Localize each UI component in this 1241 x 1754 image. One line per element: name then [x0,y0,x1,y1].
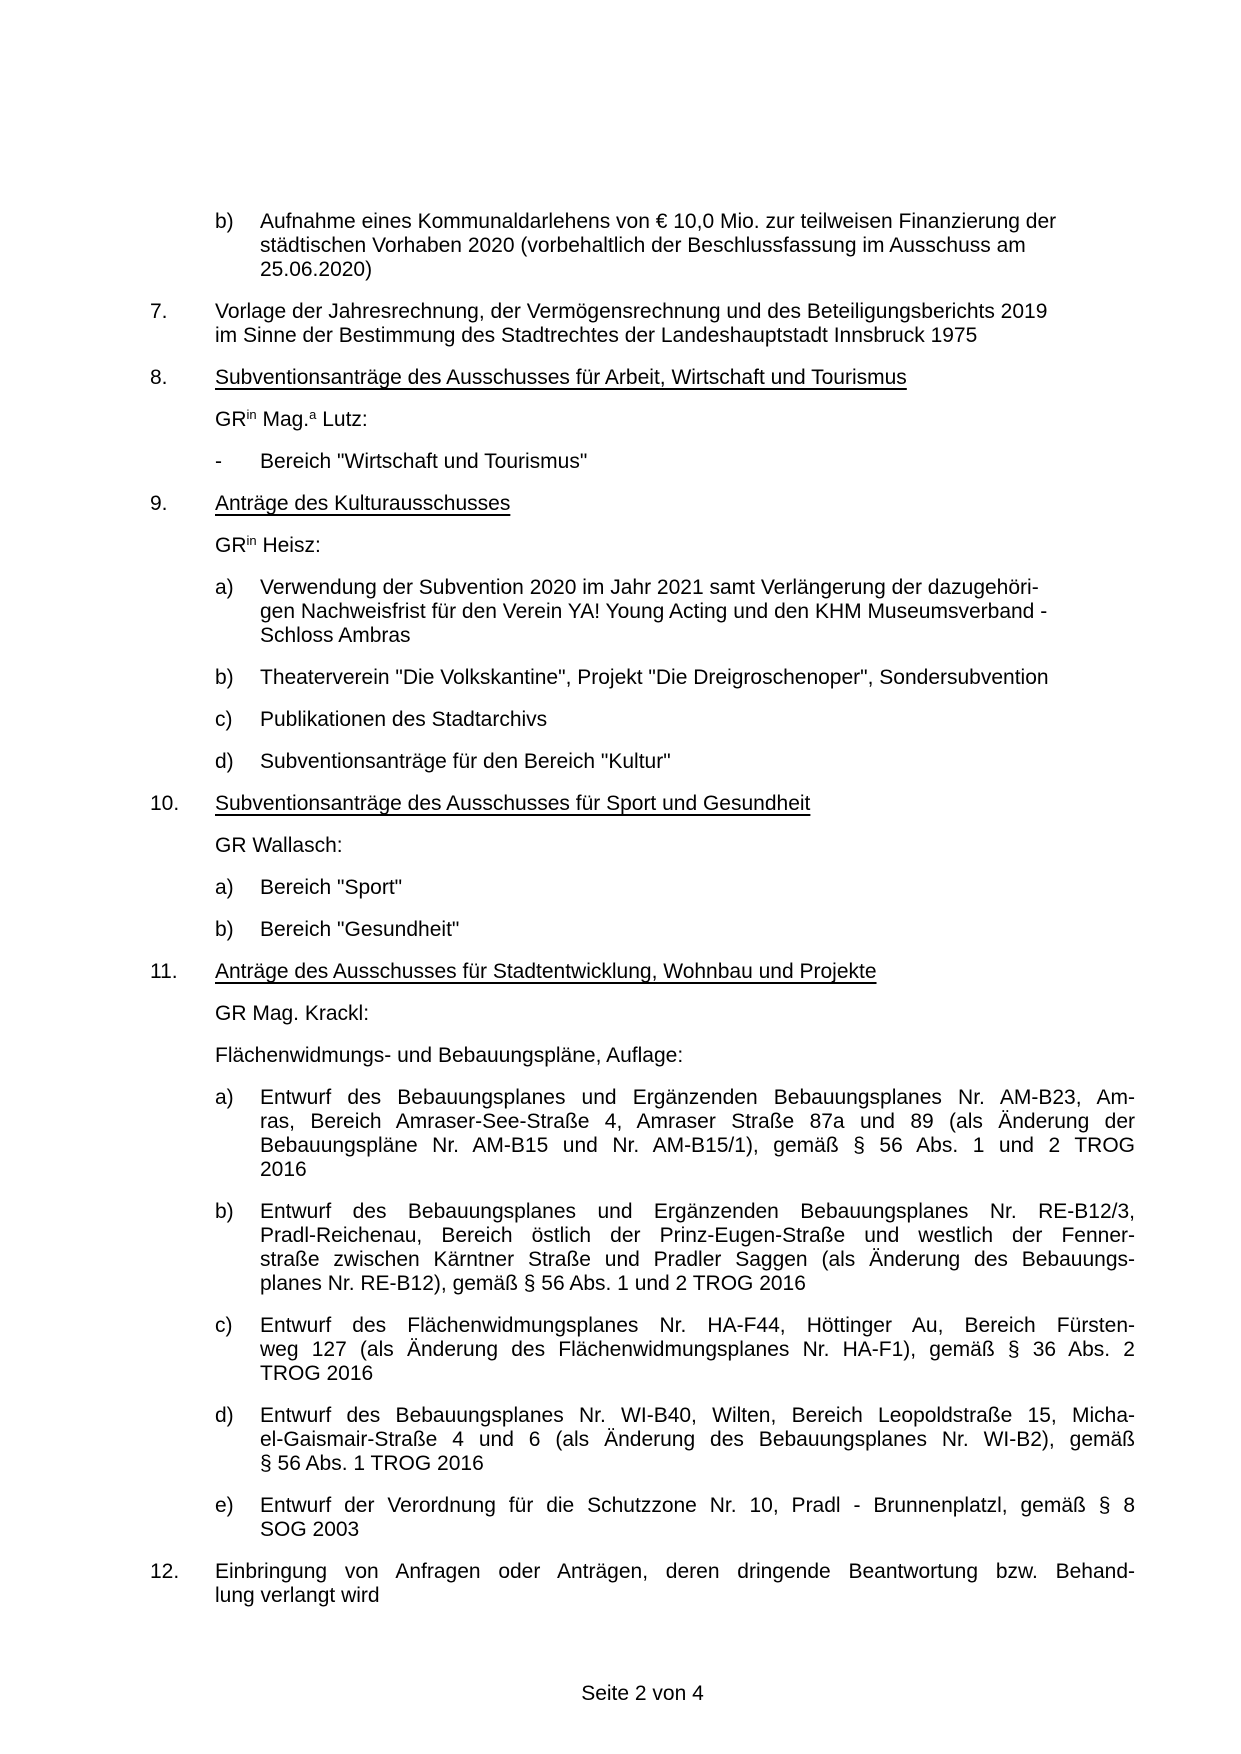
item-letter: b) [215,918,234,941]
agenda-block-2 [150,366,1135,390]
item-number [150,834,215,858]
superscript-text: in [246,533,257,548]
item-content [215,492,1135,516]
item-letter: - [215,450,222,473]
text-line: Aufnahme eines Kommunaldarlehens von € 10,0 Mio. zur teilweisen Finanzierung der [260,210,1057,233]
agenda-block-0 [150,210,1135,282]
item-letter: b) [215,666,234,689]
heading-line: Subventionsanträge des Ausschusses für Arbeit, Wirtschaft und Tourismus [215,366,907,389]
item-content [215,960,1135,984]
text-line: planes Nr. RE-B12), gemäß § 56 Abs. 1 und 2 TROG 2016 [260,1272,806,1295]
heading-line: Anträge des Ausschusses für Stadtentwicklung, Wohnbau und Projekte [215,960,877,983]
text-line: el-Gaismair-Straße 4 und 6 (als Änderung des Bebauungsplanes Nr. WI-B2), gemäß [260,1428,1135,1451]
text-line: Entwurf der Verordnung für die Schutzzone Nr. 10, Pradl - Brunnenplatzl, gemäß § 8 [260,1494,1135,1517]
item-content [260,666,1135,690]
item-content [260,1200,1135,1296]
text-segment: Mag. [256,408,310,431]
agenda-block-13 [150,876,1135,900]
item-content [215,792,1135,816]
agenda-block-5 [150,492,1135,516]
item-content [260,876,1135,900]
agenda-block-17 [150,1044,1135,1068]
item-number: 7. [150,300,168,323]
text-line: ras, Bereich Amraser-See-Straße 4, Amraser Straße 87a und 89 (als Änderung der [260,1110,1135,1133]
item-content [260,750,1135,774]
text-line: Entwurf des Bebauungsplanes und Ergänzenden Bebauungsplanes Nr. AM-B23, Am- [260,1086,1135,1109]
text-line: Bereich "Wirtschaft und Tourismus" [260,450,588,473]
item-content [260,1494,1135,1542]
item-content [260,450,1135,474]
item-content [215,534,1135,558]
heading-line: Subventionsanträge des Ausschusses für Sport und Gesundheit [215,792,811,815]
item-content [215,300,1135,348]
text-line: 2016 [260,1158,307,1181]
text-line: gen Nachweisfrist für den Verein YA! Young Acting und den KHM Museumsverband - [260,600,1048,623]
agenda-block-8 [150,666,1135,690]
item-number [150,1002,215,1026]
text-line: lung verlangt wird [215,1584,380,1607]
item-letter: c) [215,708,233,731]
text-line: GR Mag. Krackl: [215,1002,370,1025]
agenda-block-3 [150,408,1135,432]
item-content [215,408,1135,432]
text-line: Publikationen des Stadtarchivs [260,708,548,731]
agenda-block-11 [150,792,1135,816]
text-line: Vorlage der Jahresrechnung, der Vermögensrechnung und des Beteiligungsberichts 2019 [215,300,1048,323]
agenda-block-18 [150,1086,1135,1182]
item-letter: c) [215,1314,233,1337]
text-line: Subventionsanträge für den Bereich "Kultur" [260,750,671,773]
agenda-block-14 [150,918,1135,942]
item-letter: e) [215,1494,234,1517]
agenda-block-9 [150,708,1135,732]
item-letter: a) [215,1086,234,1109]
text-line: Einbringung von Anfragen oder Anträgen, deren dringende Beantwortung bzw. Behand- [215,1560,1135,1583]
text-line: Bereich "Sport" [260,876,403,899]
item-content [215,834,1135,858]
text-line: Entwurf des Flächenwidmungsplanes Nr. HA-F44, Höttinger Au, Bereich Fürsten- [260,1314,1135,1337]
text-line: im Sinne der Bestimmung des Stadtrechtes der Landeshauptstadt Innsbruck 1975 [215,324,978,347]
text-segment: Heisz: [256,534,321,557]
superscript-text: a [309,407,317,422]
item-content [260,918,1135,942]
agenda-block-23 [150,1560,1135,1608]
item-number [150,408,215,432]
agenda-block-16 [150,1002,1135,1026]
item-letter: d) [215,1404,234,1427]
agenda-block-10 [150,750,1135,774]
text-segment: Lutz: [316,408,368,431]
agenda-block-1 [150,300,1135,348]
text-line: SOG 2003 [260,1518,360,1541]
text-line: Entwurf des Bebauungsplanes Nr. WI-B40, Wilten, Bereich Leopoldstraße 15, Micha- [260,1404,1135,1427]
item-content [215,1002,1135,1026]
item-letter: b) [215,210,234,233]
text-line: TROG 2016 [260,1362,374,1385]
item-content [260,210,1135,282]
text-line [215,408,1135,432]
item-content [260,576,1135,648]
text-line: weg 127 (als Änderung des Flächenwidmungsplanes Nr. HA-F1), gemäß § 36 Abs. 2 [260,1338,1135,1361]
agenda-block-21 [150,1404,1135,1476]
text-line: straße zwischen Kärntner Straße und Pradler Saggen (als Änderung des Bebauungs- [260,1248,1135,1271]
item-content [260,1404,1135,1476]
text-line: 25.06.2020) [260,258,373,281]
text-line: Schloss Ambras [260,624,411,647]
agenda-block-7 [150,576,1135,648]
agenda-block-20 [150,1314,1135,1386]
text-line: GR Wallasch: [215,834,343,857]
item-number: 10. [150,792,180,815]
heading-line: Anträge des Kulturausschusses [215,492,511,515]
item-letter: a) [215,576,234,599]
item-content [260,1314,1135,1386]
item-content [215,1044,1135,1068]
text-line: § 56 Abs. 1 TROG 2016 [260,1452,484,1475]
item-letter: d) [215,750,234,773]
item-number [150,534,215,558]
item-number: 12. [150,1560,180,1583]
text-line: Theaterverein "Die Volkskantine", Projekt "Die Dreigroschenoper", Sondersubvention [260,666,1049,689]
item-number: 11. [150,960,178,983]
agenda-block-4 [150,450,1135,474]
item-content [215,1560,1135,1608]
text-line: Pradl-Reichenau, Bereich östlich der Prinz-Eugen-Straße und westlich der Fenner- [260,1224,1135,1247]
item-content [260,708,1135,732]
text-segment: GR [215,408,247,431]
text-line: Flächenwidmungs- und Bebauungspläne, Auflage: [215,1044,684,1067]
agenda-block-19 [150,1200,1135,1296]
agenda-block-6 [150,534,1135,558]
text-line [215,534,1135,558]
text-segment: GR [215,534,247,557]
page-footer: Seite 2 von 4 [581,1682,704,1705]
text-line: städtischen Vorhaben 2020 (vorbehaltlich der Beschlussfassung im Ausschuss am [260,234,1026,257]
agenda-block-15 [150,960,1135,984]
text-line: Bebauungspläne Nr. AM-B15 und Nr. AM-B15/1), gemäß § 56 Abs. 1 und 2 TROG [260,1134,1135,1157]
superscript-text: in [246,407,257,422]
item-content [215,366,1135,390]
item-letter: b) [215,1200,234,1223]
item-number: 9. [150,492,168,515]
agenda-block-12 [150,834,1135,858]
text-line: Entwurf des Bebauungsplanes und Ergänzenden Bebauungsplanes Nr. RE-B12/3, [260,1200,1135,1223]
item-number [150,1044,215,1068]
agenda-block-22 [150,1494,1135,1542]
item-letter: a) [215,876,234,899]
agenda-list [150,210,1135,1626]
item-number: 8. [150,366,168,389]
item-content [260,1086,1135,1182]
text-line: Bereich "Gesundheit" [260,918,460,941]
text-line: Verwendung der Subvention 2020 im Jahr 2021 samt Verlängerung der dazugehöri- [260,576,1039,599]
